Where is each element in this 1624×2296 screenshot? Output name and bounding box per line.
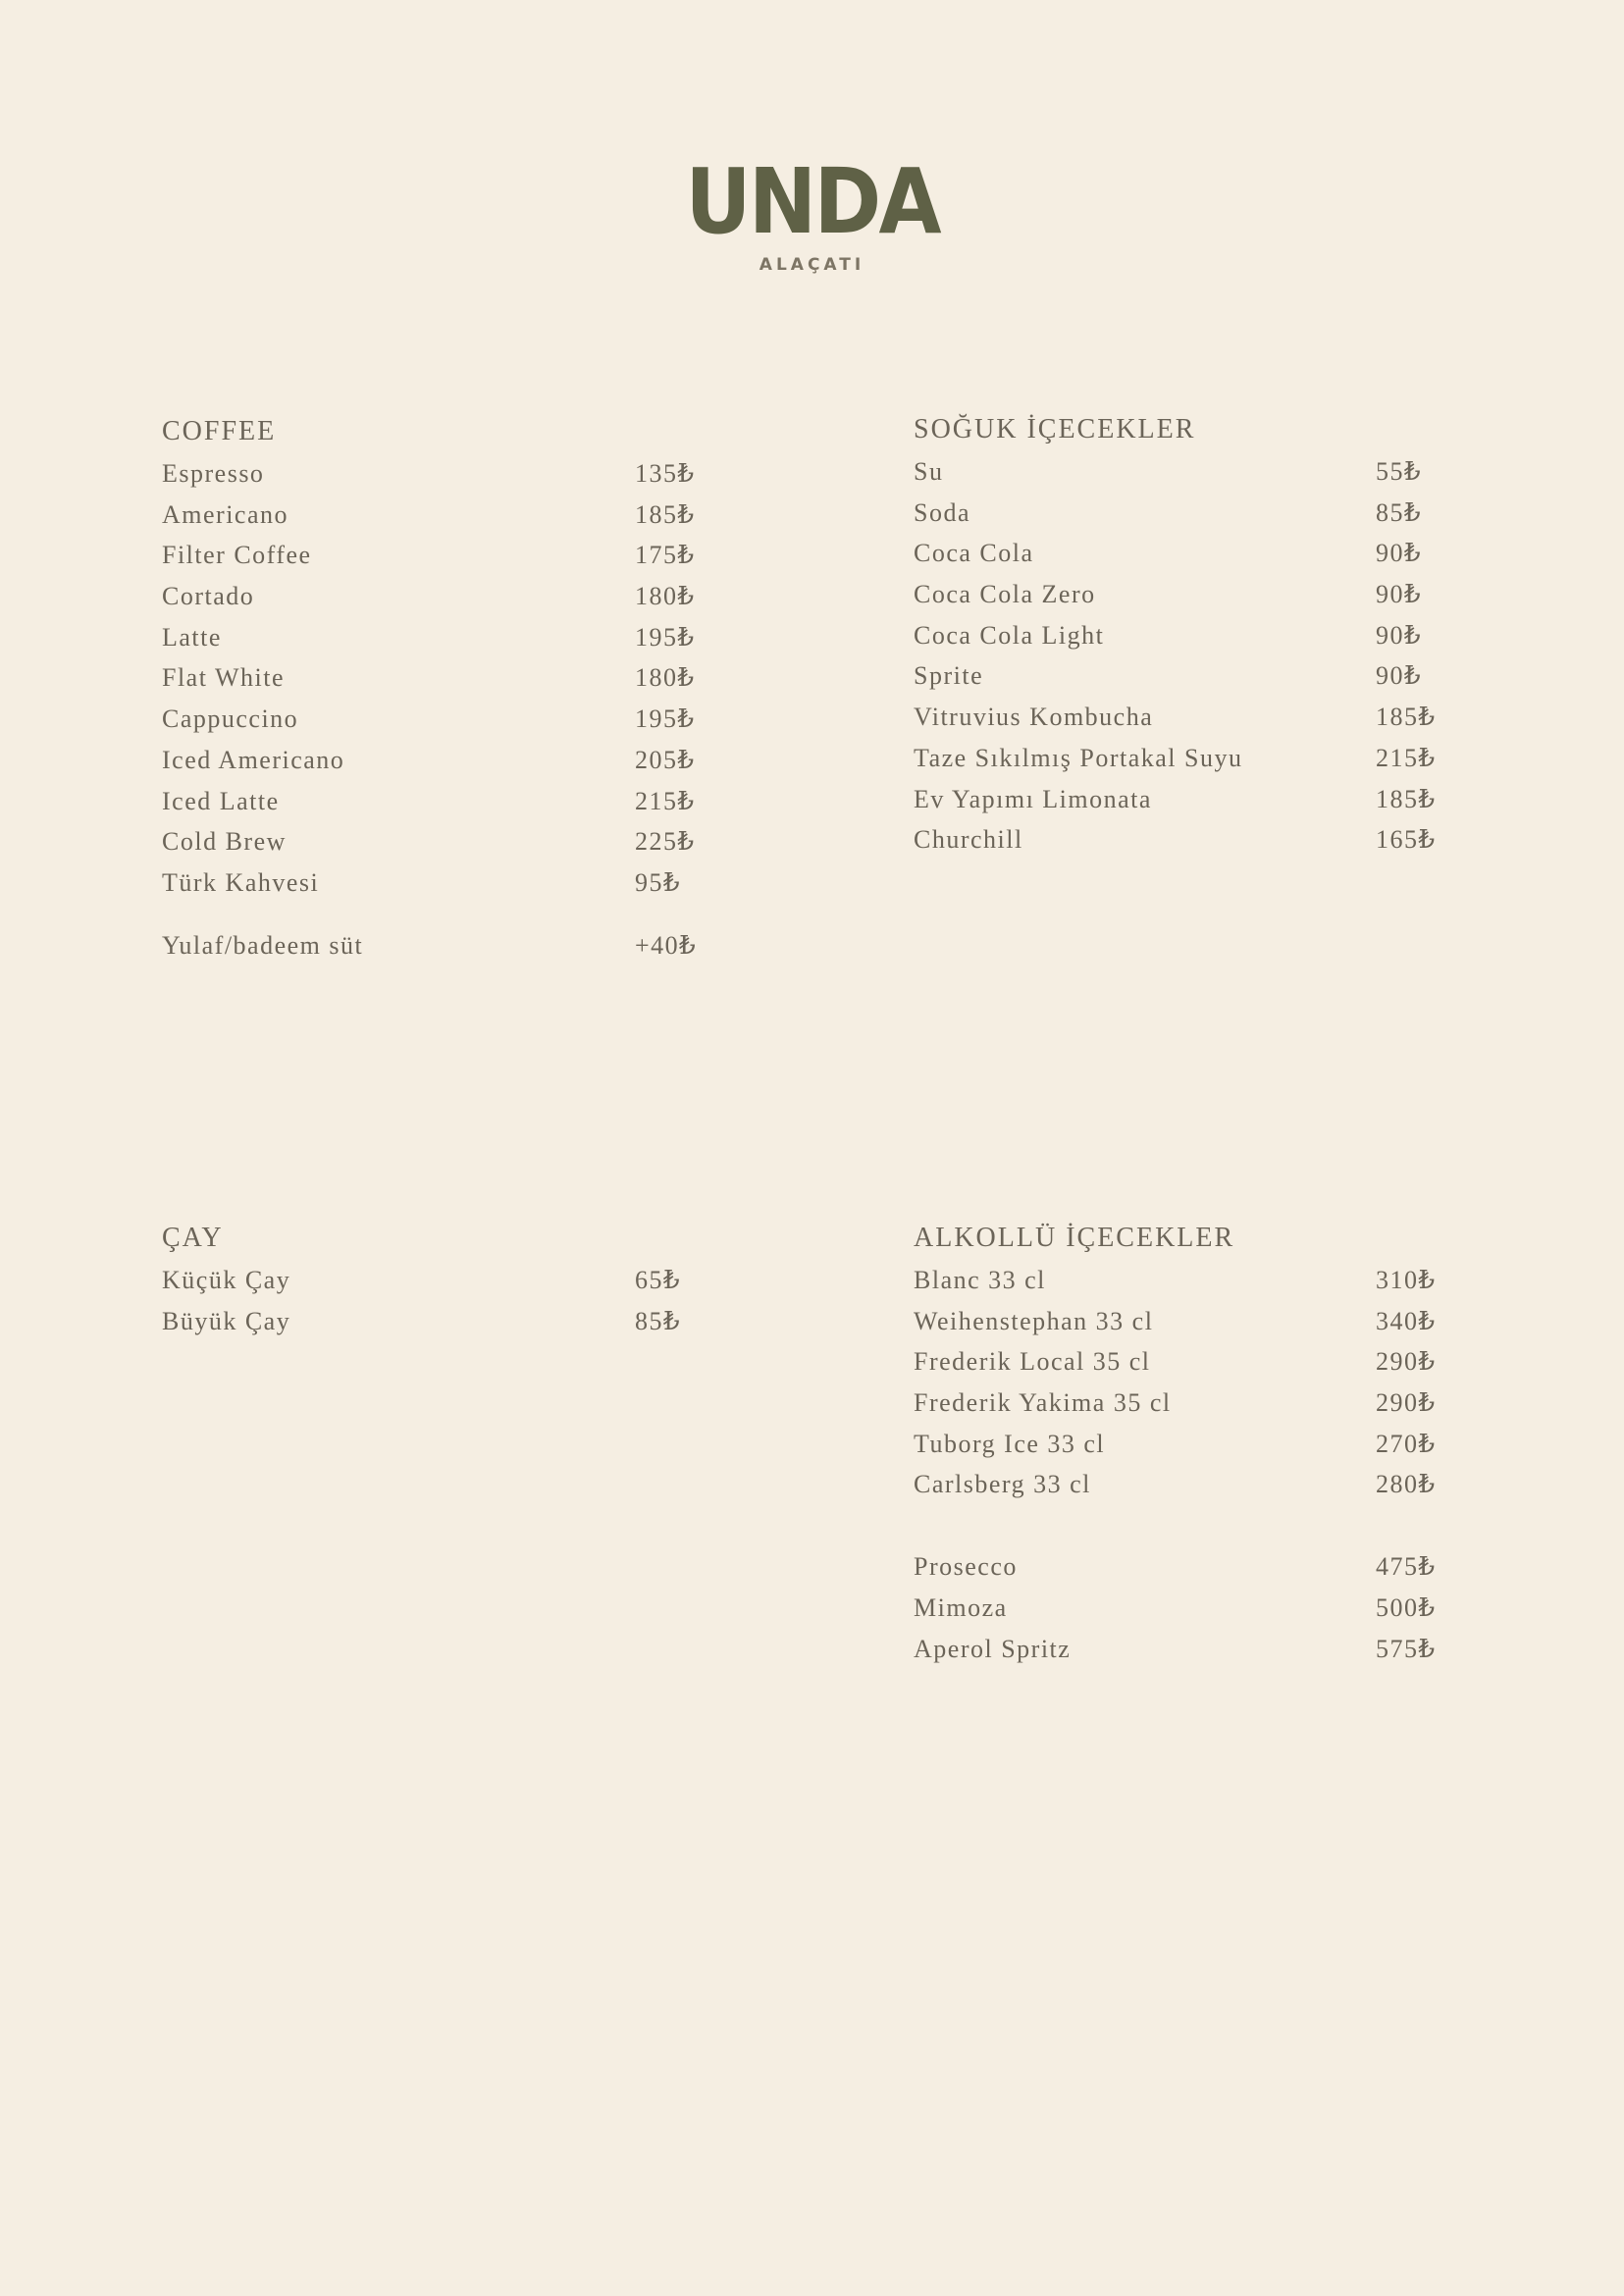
menu-item (914, 1629, 1463, 1670)
item-price: 215₺ (635, 786, 696, 815)
menu-item (914, 1546, 1463, 1588)
item-price: 65₺ (635, 1266, 682, 1294)
menu-item (162, 1260, 711, 1301)
item-name: Ev Yapımı Limonata (914, 784, 1152, 813)
item-price: 85₺ (635, 1306, 682, 1335)
item-name: Soda (914, 497, 970, 527)
item-name: Flat White (162, 663, 286, 693)
menu-item (914, 1383, 1463, 1424)
menu-item (162, 495, 711, 536)
item-name: Prosecco (914, 1552, 1018, 1582)
section-title-coffee: COFFEE (162, 416, 277, 446)
item-price: 185₺ (1376, 784, 1437, 813)
item-name: Latte (162, 622, 222, 652)
item-price: 290₺ (1376, 1388, 1437, 1418)
menu-item (162, 1301, 711, 1342)
item-name: Vitruvius Kombucha (914, 703, 1154, 732)
menu-item (914, 738, 1463, 779)
spacer (162, 904, 711, 925)
menu-item (914, 1260, 1463, 1301)
item-price: 185₺ (1376, 703, 1437, 732)
item-price: 135₺ (635, 459, 696, 488)
item-name: Küçük Çay (162, 1266, 291, 1294)
menu-item (914, 1424, 1463, 1465)
item-price: 55₺ (1376, 457, 1423, 486)
item-name: Coca Cola (914, 539, 1034, 568)
tea-section (162, 1217, 711, 1341)
item-name: Taze Sıkılmış Portakal Suyu (914, 743, 1243, 772)
menu-item (914, 1464, 1463, 1505)
menu-extra (162, 925, 711, 966)
cold-drinks-section (914, 408, 1463, 861)
item-name: Tuborg Ice 33 cl (914, 1429, 1106, 1458)
item-name: Aperol Spritz (914, 1634, 1072, 1663)
extra-price: +40₺ (635, 930, 698, 960)
section-title-alcohol: ALKOLLÜ İÇECEKLER (914, 1223, 1235, 1253)
item-name: Sprite (914, 661, 984, 691)
item-price: 290₺ (1376, 1347, 1437, 1377)
brand-logo (0, 149, 1624, 275)
logo-location: ALAÇATI (759, 255, 865, 275)
alcohol-section (914, 1217, 1463, 1669)
item-price: 500₺ (1376, 1592, 1437, 1622)
item-price: 215₺ (1376, 743, 1437, 772)
item-name: Su (914, 457, 944, 486)
logo-wordmark: UNDA (685, 149, 939, 254)
item-name: Frederik Local 35 cl (914, 1347, 1151, 1377)
menu-item (162, 617, 711, 658)
item-price: 90₺ (1376, 580, 1423, 609)
menu-item (914, 574, 1463, 615)
item-price: 280₺ (1376, 1470, 1437, 1499)
item-name: Cappuccino (162, 704, 299, 734)
item-name: Carlsberg 33 cl (914, 1470, 1091, 1499)
menu-item (162, 821, 711, 862)
item-name: Coca Cola Zero (914, 580, 1096, 609)
item-name: Mimoza (914, 1592, 1008, 1622)
item-price: 85₺ (1376, 497, 1423, 527)
coffee-section (162, 410, 711, 965)
item-name: Americano (162, 499, 289, 529)
item-price: 310₺ (1376, 1266, 1437, 1294)
menu-item (162, 535, 711, 576)
spacer (914, 1505, 1463, 1546)
menu-item (914, 1341, 1463, 1383)
item-price: 195₺ (635, 622, 696, 652)
item-price: 90₺ (1376, 620, 1423, 650)
item-name: Iced Americano (162, 745, 345, 774)
item-price: 90₺ (1376, 539, 1423, 568)
menu-item (914, 533, 1463, 574)
item-price: 90₺ (1376, 661, 1423, 691)
item-price: 225₺ (635, 827, 696, 857)
item-price: 575₺ (1376, 1634, 1437, 1663)
menu-item (914, 1301, 1463, 1342)
menu-item (914, 1588, 1463, 1629)
menu-item (914, 779, 1463, 820)
item-name: Espresso (162, 459, 265, 488)
menu-item (914, 615, 1463, 656)
extra-name: Yulaf/badeem süt (162, 930, 364, 960)
item-price: 475₺ (1376, 1552, 1437, 1582)
item-name: Türk Kahvesi (162, 867, 320, 897)
menu-item (162, 699, 711, 740)
item-name: Büyük Çay (162, 1306, 291, 1335)
item-price: 195₺ (635, 704, 696, 734)
item-price: 270₺ (1376, 1429, 1437, 1458)
item-price: 180₺ (635, 663, 696, 693)
menu-item (914, 451, 1463, 493)
item-name: Cortado (162, 582, 255, 611)
item-price: 340₺ (1376, 1306, 1437, 1335)
item-price: 185₺ (635, 499, 696, 529)
item-price: 165₺ (1376, 825, 1437, 855)
item-price: 175₺ (635, 541, 696, 570)
section-title-cold: SOĞUK İÇECEKLER (914, 414, 1196, 444)
menu-item (914, 819, 1463, 861)
menu-item (162, 453, 711, 495)
item-name: Coca Cola Light (914, 620, 1105, 650)
item-name: Blanc 33 cl (914, 1266, 1046, 1294)
menu-item (162, 862, 711, 904)
menu-item (162, 657, 711, 699)
item-name: Cold Brew (162, 827, 287, 857)
item-name: Weihenstephan 33 cl (914, 1306, 1154, 1335)
item-name: Filter Coffee (162, 541, 312, 570)
item-price: 205₺ (635, 745, 696, 774)
item-name: Frederik Yakima 35 cl (914, 1388, 1172, 1418)
item-name: Churchill (914, 825, 1023, 855)
menu-item (914, 655, 1463, 697)
menu-item (162, 576, 711, 617)
item-name: Iced Latte (162, 786, 280, 815)
menu-item (162, 740, 711, 781)
menu-item (914, 493, 1463, 534)
menu-item (914, 697, 1463, 738)
item-price: 180₺ (635, 582, 696, 611)
item-price: 95₺ (635, 867, 682, 897)
menu-item (162, 781, 711, 822)
section-title-tea: ÇAY (162, 1223, 224, 1253)
